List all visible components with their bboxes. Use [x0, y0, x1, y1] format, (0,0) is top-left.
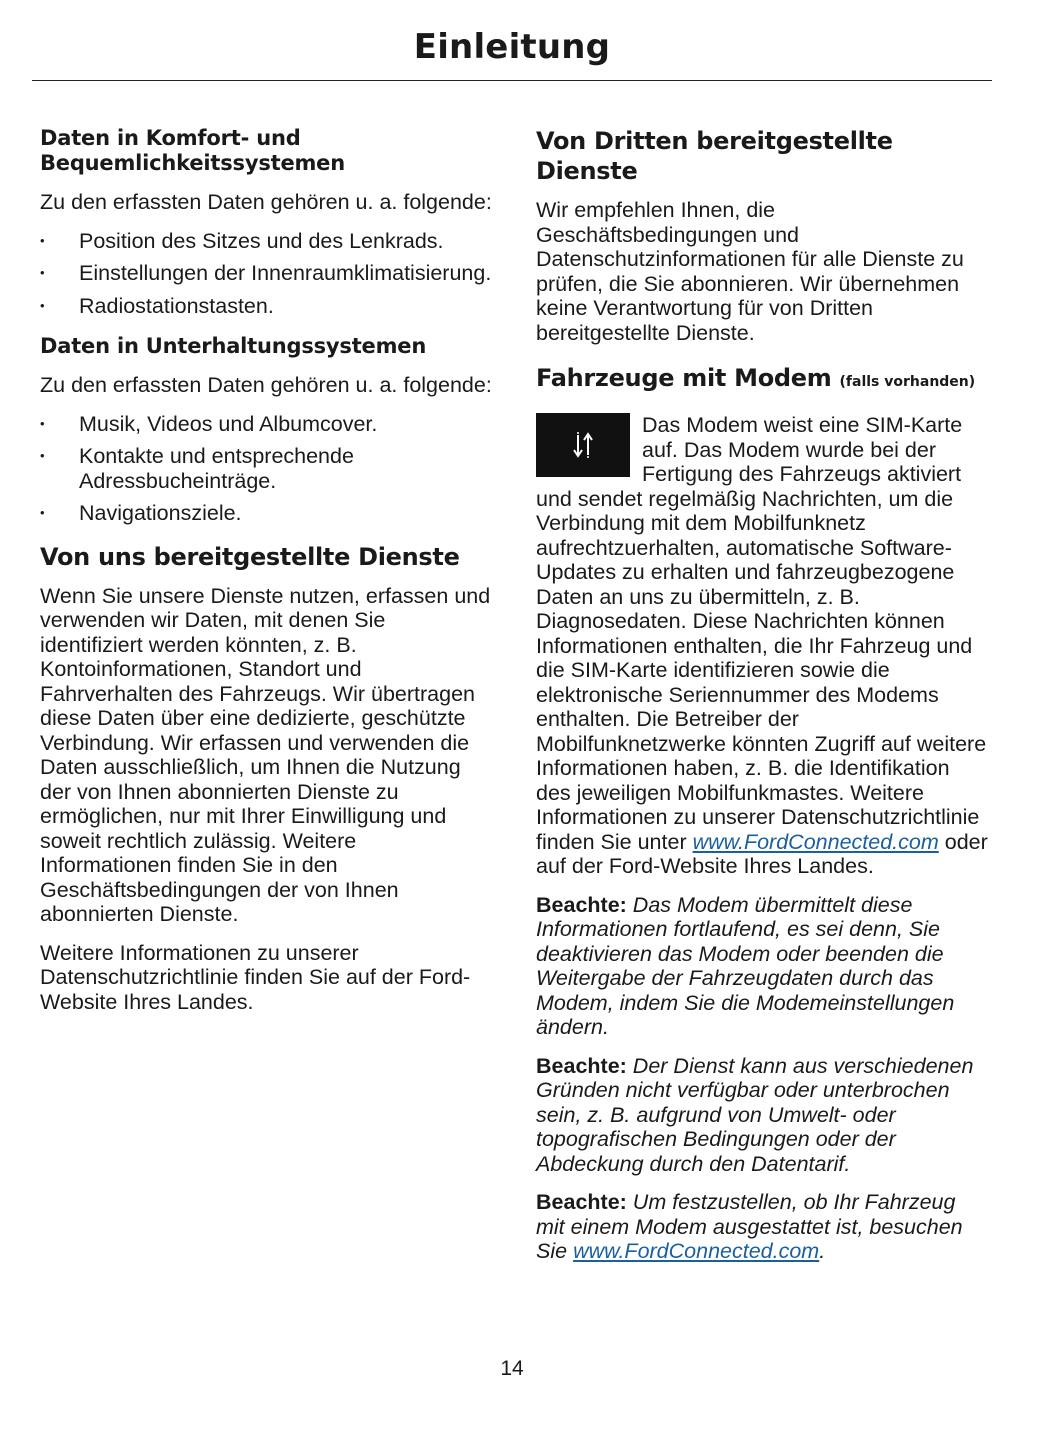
- title-divider: [32, 80, 992, 81]
- own-services-paragraph-1: Wenn Sie unsere Dienste nutzen, erfassen und verwenden wir Daten, mit denen Sie identifiziert werden könnten, z. B. Kontoinformationen, Standort und Fahrverhalten des Fahrzeugs. Wir übertragen diese Daten über eine dedizierte, geschützte Verbindung. Wir erfassen und verwenden die Daten ausschließlich, um Ihnen die Nutzung der von Ihnen abonnierten Dienste zu ermöglichen, nur mit Ihrer Einwilligung und soweit rechtlich zulässig. Weitere Informationen finden Sie in den Geschäftsbedingungen der von Ihnen abonnierten Dienste.: [40, 583, 491, 926]
- modem-heading: [536, 363, 988, 397]
- modem-signal-icon-svg: [563, 425, 603, 465]
- modem-heading-text: Fahrzeuge mit Modem: [536, 364, 832, 392]
- ford-connected-link[interactable]: www.FordConnected.com: [692, 829, 939, 854]
- page-number: 14: [500, 1357, 524, 1380]
- comfort-heading: [40, 126, 492, 176]
- note-text: Der Dienst kann aus verschiedenen Gründen nicht verfügbar oder unterbrochen sein, z. B. aufgrund von Umwelt- oder topografischen Bedingungen oder der Abdeckung durch den Datentarif.: [536, 1053, 974, 1176]
- right-column: [536, 126, 988, 1278]
- list-item: • Position des Sitzes und des Lenkrads.: [40, 229, 492, 254]
- list-item: • Radiostationstasten.: [40, 294, 492, 319]
- note-text-tail: .: [819, 1239, 826, 1263]
- entertainment-section: [40, 334, 492, 526]
- note-label: Beachte:: [536, 892, 627, 917]
- note-label: Beachte:: [536, 1053, 627, 1078]
- own-services-paragraph-2: Weitere Informationen zu unserer Datenschutzrichtlinie finden Sie auf der Ford-Website Ihres Landes.: [40, 940, 471, 1014]
- entertainment-list: [40, 412, 492, 526]
- entertainment-intro: Zu den erfassten Daten gehören u. a. folgende:: [40, 373, 492, 397]
- modem-section: [536, 363, 988, 1264]
- modem-heading-qualifier: (falls vorhanden): [839, 374, 976, 390]
- third-party-section: [536, 126, 988, 345]
- modem-paragraph-text: Das Modem weist eine SIM-Karte auf. Das Modem wurde bei der Fertigung des Fahrzeugs aktiviert und sendet regelmäßig Nachrichten, um die Verbindung mit dem Mobilfunknetz aufrechtzuerhalten, automatische Software-Updates zu erhalten und fahrzeugbezogene Daten an uns zu übermitteln, z. B. Diagnosedaten. Diese Nachrichten können Informationen enthalten, die Ihr Fahrzeug und die SIM-Karte identifizieren sowie die elektronische Seriennummer des Modems enthalten. Die Betreiber der Mobilfunknetzwerke könnten Zugriff auf weitere Informationen haben, z. B. die Identifikation des jeweiligen Mobilfunkmastes. Weitere Informationen zu unserer Datenschutzrichtlinie finden Sie unter: [536, 413, 987, 854]
- left-column: [40, 126, 492, 1028]
- ford-connected-link[interactable]: www.FordConnected.com: [573, 1239, 820, 1263]
- modem-paragraph: [536, 413, 988, 879]
- note-text: Um festzustellen, ob Ihr Fahrzeug mit einem Modem ausgestattet ist, besuchen Sie: [536, 1190, 963, 1263]
- list-item: • Musik, Videos und Albumcover.: [40, 412, 492, 437]
- modem-paragraph-tail: oder auf der Ford-Website Ihres Landes.: [536, 829, 988, 878]
- list-item: • Kontakte und entsprechende Adressbucheinträge.: [40, 444, 492, 493]
- comfort-intro: Zu den erfassten Daten gehören u. a. folgende:: [40, 190, 492, 214]
- list-item: • Navigationsziele.: [40, 501, 492, 526]
- comfort-heading-line2: Bequemlichkeitssystemen: [40, 151, 345, 175]
- note-1: [536, 893, 988, 1040]
- entertainment-heading: Daten in Unterhaltungssystemen: [40, 334, 427, 358]
- note-label: Beachte:: [536, 1190, 627, 1214]
- own-services-heading: Von uns bereitgestellte Dienste: [40, 542, 460, 571]
- note-2: [536, 1054, 988, 1177]
- modem-signal-icon: [536, 413, 630, 477]
- note-text: Das Modem übermittelt diese Informationen fortlaufend, es sei denn, Sie deaktivieren das Modem oder beenden die Weitergabe der Fahrzeugdaten durch das Modem, indem Sie die Modemeinstellungen ändern.: [536, 892, 955, 1039]
- third-party-paragraph: Wir empfehlen Ihnen, die Geschäftsbedingungen und Datenschutzinformationen für alle Dienste zu prüfen, die Sie abonnieren. Wir übernehmen keine Verantwortung für von Dritten bereitgestellte Dienste.: [536, 198, 964, 345]
- third-party-heading: Von Dritten bereitgestellte Dienste: [536, 127, 893, 185]
- own-services-section: [40, 542, 492, 1015]
- page-title: Einleitung: [413, 27, 611, 67]
- note-3: [536, 1190, 988, 1264]
- comfort-list: [40, 229, 492, 319]
- comfort-section: [40, 126, 492, 318]
- list-item: • Einstellungen der Innenraumklimatisierung.: [40, 261, 492, 286]
- comfort-heading-line1: Daten in Komfort- und: [40, 126, 301, 150]
